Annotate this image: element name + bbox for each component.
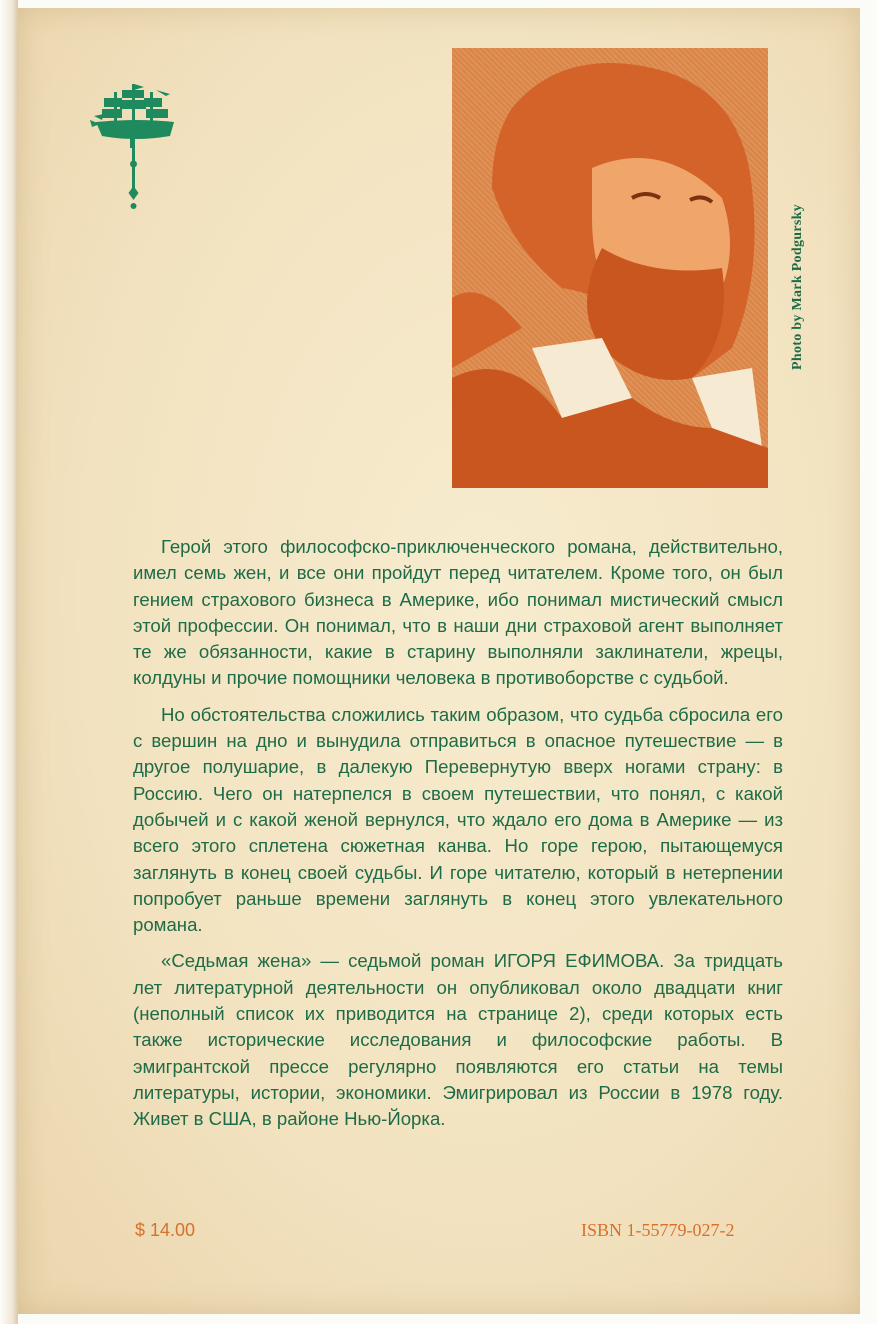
author-portrait [452, 48, 768, 488]
isbn-label: ISBN 1-55779-027-2 [581, 1220, 735, 1240]
price-label: $ 14.00 [135, 1220, 196, 1240]
blurb-paragraph-1: Герой этого философско-приключенческого романа, действительно, имел семь жен, и все они пройдут перед читателем. Кроме того, он был гением страхового бизнеса в Америке, ибо понимал мистический смысл этой профессии. Он понимал, что в наши дни страховой агент выполняет те же обязанности, какие в старину выполняли заклинатели, жрецы, колдуны и прочие помощники человека в противоборстве с судьбой. [133, 536, 783, 689]
photo-credit [790, 150, 810, 370]
blurb-paragraph-2: Но обстоятельства сложились таким образом, что судьба сбросила его с вершин на дно и вынудила отправиться в опасное путешествие — в другое полушарие, в далекую Перевернутую вверх ногами страну: в Россию. Чего он натерпелся в своем путешествии, что понял, с какой добычей и с какой женой вернулся, что ждало его дома в Америке — из всего этого сплетена сюжетная канва. Но горе герою, пытающемуся заглянуть в конец своей судьбы. И горе читателю, который в нетерпении попробует раньше времени заглянуть в конец этого увлекательного романа. [133, 703, 783, 936]
photo-credit-text: Photo by Mark Podgursky [790, 204, 805, 370]
blurb-text [133, 534, 783, 1143]
blurb-paragraph-3: «Седьмая жена» — седьмой роман ИГОРЯ ЕФИМОВА. За тридцать лет литературной деятельности он опубликовал около двадцати книг (неполный список их приводится на странице 2), среди которых есть также исторические исследования и философские работы. В эмигрантской прессе регулярно появляются его статьи на темы литературы, истории, экономики. Эмигрировал из России в 1978 году. Живет в США, в районе Нью-Йорка. [133, 950, 783, 1130]
ship-weathervane-logo [90, 82, 180, 212]
author-portrait-image [452, 48, 768, 488]
page-edge [0, 0, 18, 1324]
